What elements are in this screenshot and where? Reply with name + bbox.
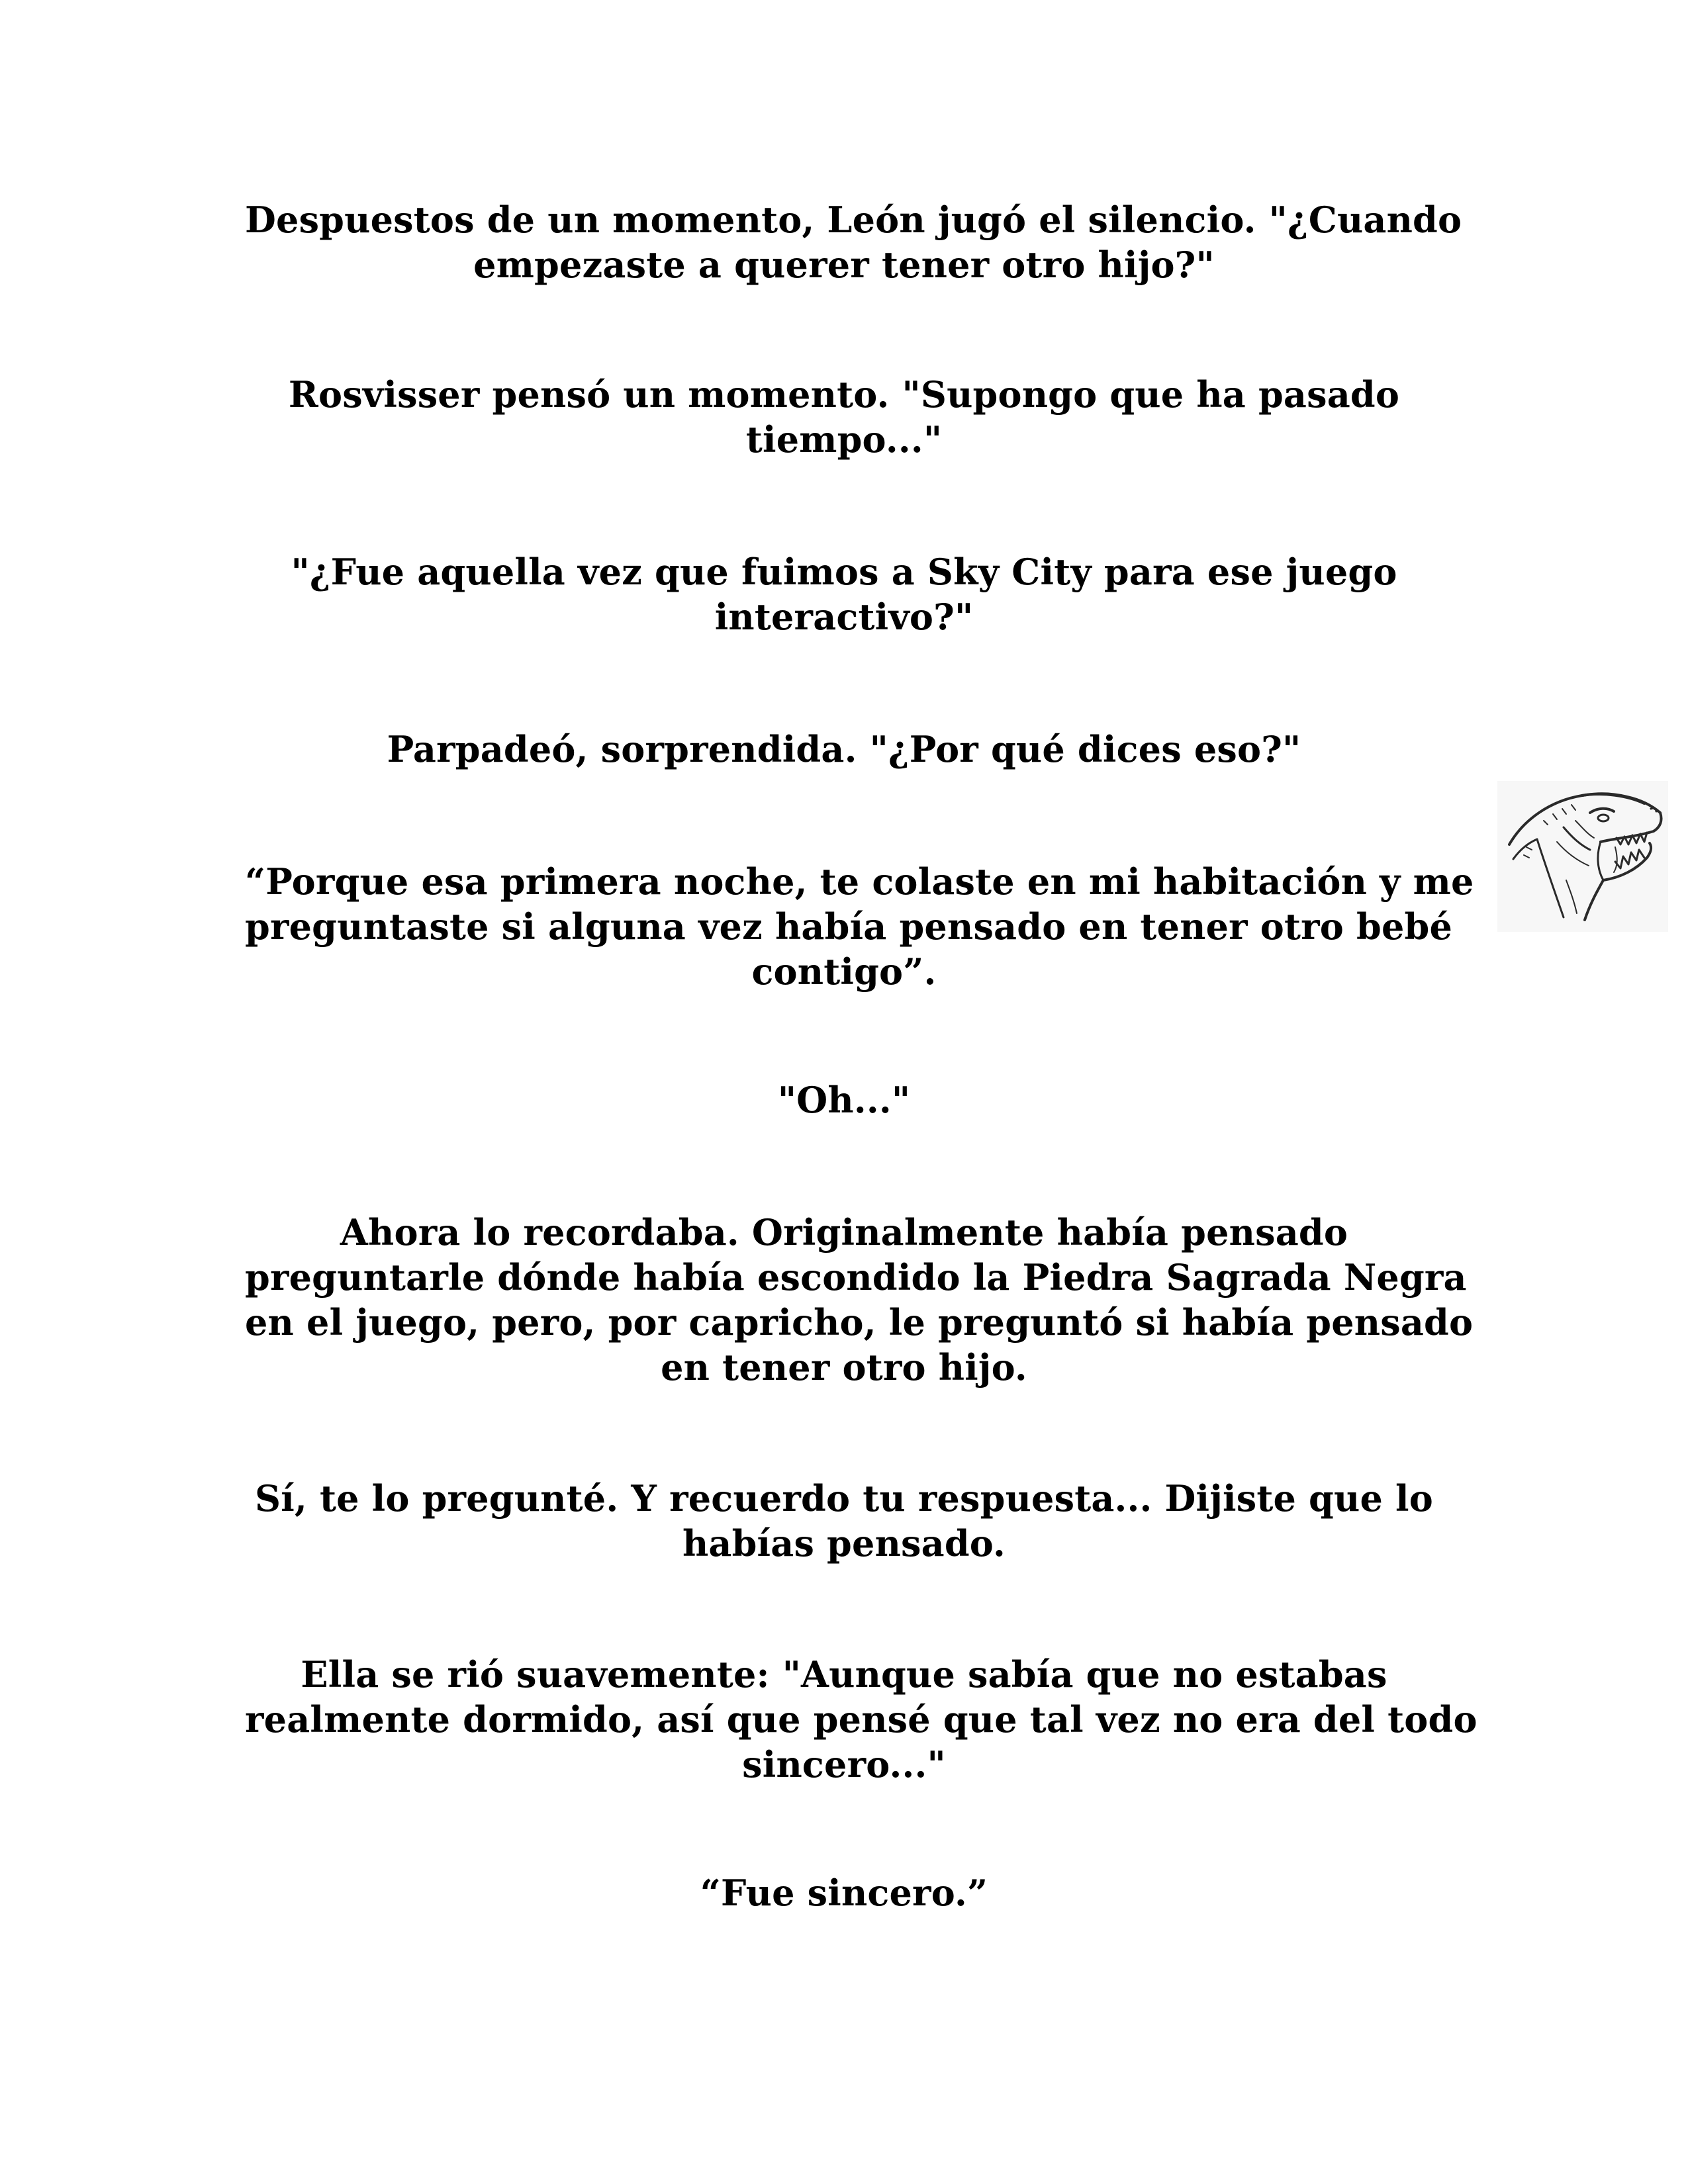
paragraph-line: en tener otro hijo.: [661, 1346, 1027, 1388]
paragraph-line: “Fue sincero.”: [700, 1872, 988, 1914]
paragraph-line: Rosvisser pensó un momento. "Supongo que ha pasado: [288, 373, 1400, 416]
paragraph-1: [245, 197, 1462, 287]
paragraph-9: [245, 1652, 1477, 1787]
paragraph-10: [245, 1870, 1443, 1915]
paragraph-line: sincero...": [742, 1743, 946, 1786]
paragraph-line: "Oh...": [777, 1079, 911, 1121]
paragraph-line: contigo”.: [751, 950, 937, 993]
paragraph-line: empezaste a querer tener otro hijo?": [473, 244, 1215, 286]
paragraph-line: Ahora lo recordaba. Originalmente había pensado: [340, 1211, 1348, 1253]
paragraph-8: [245, 1476, 1443, 1566]
paragraph-line: Sí, te lo pregunté. Y recuerdo tu respuesta... Dijiste que lo: [255, 1477, 1433, 1520]
paragraph-4: [245, 727, 1443, 772]
paragraph-line: “Porque esa primera noche, te colaste en mi habitación y me: [245, 860, 1474, 903]
paragraph-line: interactivo?": [714, 596, 974, 638]
paragraph-5: [245, 859, 1474, 994]
paragraph-line: "¿Fue aquella vez que fuimos a Sky City para ese juego: [291, 551, 1397, 593]
paragraph-6: [245, 1077, 1443, 1122]
paragraph-line: realmente dormido, así que pensé que tal vez no era del todo: [245, 1698, 1477, 1741]
paragraph-7: [245, 1210, 1474, 1390]
paragraph-line: preguntaste si alguna vez había pensado en tener otro bebé: [245, 905, 1453, 948]
paragraph-line: en el juego, pero, por capricho, le preguntó si había pensado: [245, 1301, 1474, 1343]
dinosaur-head-sketch-icon: [1497, 781, 1668, 932]
paragraph-3: [245, 549, 1443, 639]
paragraph-line: preguntarle dónde había escondido la Piedra Sagrada Negra: [245, 1256, 1467, 1298]
paragraph-line: Despuestos de un momento, León jugó el silencio. "¿Cuando: [245, 199, 1462, 241]
paragraph-line: Ella se rió suavemente: "Aunque sabía que no estabas: [301, 1653, 1387, 1696]
paragraph-2: [245, 372, 1443, 462]
paragraph-line: tiempo...": [745, 418, 943, 461]
paragraph-line: habías pensado.: [682, 1522, 1006, 1565]
paragraph-line: Parpadeó, sorprendida. "¿Por qué dices eso?": [387, 728, 1301, 770]
